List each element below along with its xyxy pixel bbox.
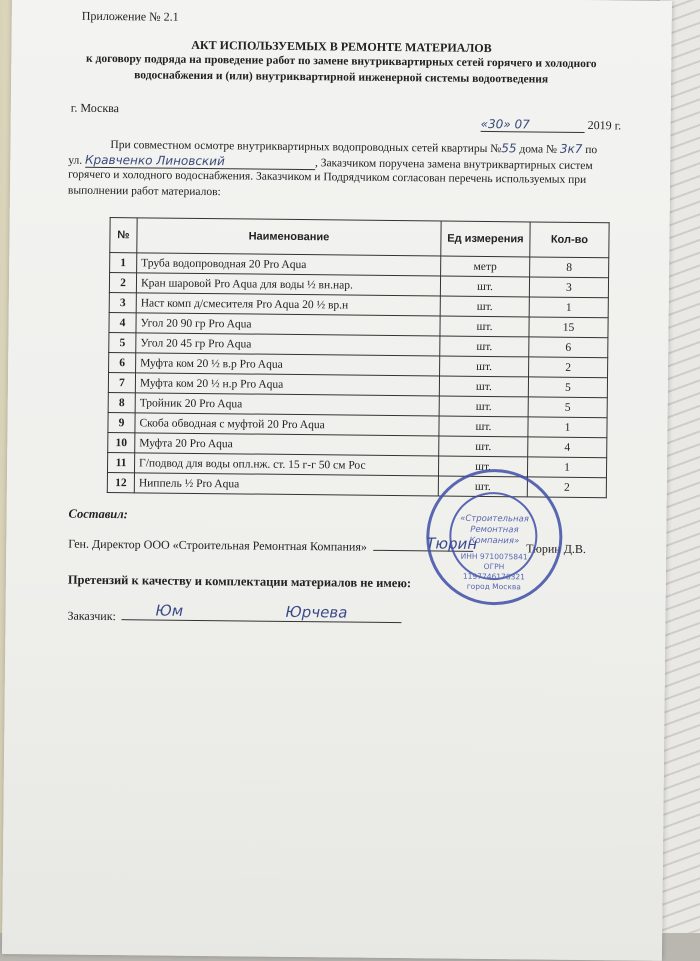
header-number: № bbox=[110, 218, 137, 253]
table-row: 4 Угол 20 90 гр Pro Aqua шт. 15 bbox=[109, 313, 608, 338]
stamp-org: «Строительная Ремонтная Компания» bbox=[460, 513, 529, 547]
paragraph-line-3: горячего и холодного водоснабжения. Заказчиком и Подрядчиком согласован перечень используемых при bbox=[68, 168, 587, 187]
table-row: 12 Ниппель ½ Pro Aqua шт. 2 bbox=[107, 473, 606, 498]
paragraph-line-1: При совместном осмотре внутриквартирных водопроводных сетей квартиры №55 дома № 3к7 по bbox=[110, 139, 598, 157]
customer-signature-2: Юрчева bbox=[285, 602, 348, 622]
table-row: 5 Угол 20 45 гр Pro Aqua шт. 6 bbox=[109, 333, 608, 358]
table-row: 9 Скоба обводная с муфтой 20 Pro Aqua шт. 1 bbox=[108, 413, 607, 438]
paragraph-line-2: ул. Кравченко Линовский , Заказчиком поручена замена внутриквартирных систем bbox=[68, 152, 593, 173]
date-line bbox=[481, 117, 622, 133]
customer-signature-1: Юм bbox=[155, 601, 184, 620]
apartment-number: 55 bbox=[501, 141, 517, 156]
paragraph-line-4: выполнении работ материалов: bbox=[67, 184, 221, 199]
document-sheet bbox=[2, 0, 672, 961]
house-number: 3к7 bbox=[559, 141, 583, 156]
table-row: 7 Муфта ком 20 ½ н.р Pro Aqua шт. 5 bbox=[108, 373, 607, 398]
customer-signature-line bbox=[122, 619, 402, 623]
company-stamp bbox=[426, 468, 563, 605]
table-row: 3 Наст комп д/смесителя Pro Aqua 20 ½ вр.н шт. 1 bbox=[109, 293, 608, 318]
header-quantity: Кол-во bbox=[530, 222, 609, 258]
materials-table bbox=[107, 217, 610, 498]
document-subtitle-1: к договору подряда на проведение работ по замене внутриквартирных сетей горячего и холодного bbox=[85, 52, 597, 71]
table-row: 10 Муфта 20 Pro Aqua шт. 4 bbox=[108, 433, 607, 458]
date-year: 2019 г. bbox=[587, 118, 622, 133]
director-name: Тюрин Д.В. bbox=[526, 541, 587, 557]
table-row: 1 Труба водопроводная 20 Pro Aqua метр 8 bbox=[110, 253, 609, 278]
table-row: 2 Кран шаровой Pro Aqua для воды ½ вн.нар. шт. 3 bbox=[109, 273, 608, 298]
table-header-row bbox=[110, 218, 609, 258]
director-signature: Тюрин bbox=[426, 534, 478, 553]
director-line: Ген. Директор ООО «Строительная Ремонтная Компания» bbox=[68, 537, 473, 556]
header-name: Наименование bbox=[137, 218, 441, 256]
document-title: АКТ ИСПОЛЬЗУЕМЫХ В РЕМОНТЕ МАТЕРИАЛОВ bbox=[191, 37, 492, 56]
table-row: 8 Тройник 20 Pro Aqua шт. 5 bbox=[108, 393, 607, 418]
city-label: г. Москва bbox=[70, 100, 120, 116]
stamp-ids: ИНН 9710075841 ОГРН 1197746178321 город Москва bbox=[460, 551, 528, 592]
table-row: 11 Г/подвод для воды опл.нж. ст. 15 г-г 50 см Рос шт. 1 bbox=[107, 453, 606, 478]
compiled-by-label: Составил: bbox=[68, 506, 128, 522]
document-subtitle-2: водоснабжения и (или) внутриквартирной инженерной системы водоотведения bbox=[134, 69, 549, 86]
claims-statement: Претензий к качеству и комплектации материалов не имею: bbox=[67, 572, 412, 591]
customer-line: Заказчик: bbox=[67, 609, 402, 628]
appendix-label: Приложение № 2.1 bbox=[81, 8, 179, 24]
date-handwritten: «30» 07 bbox=[481, 117, 585, 133]
table-row: 6 Муфта ком 20 ½ в.р Pro Aqua шт. 2 bbox=[109, 353, 608, 378]
street-handwritten: Кравченко Линовский bbox=[85, 153, 315, 170]
header-unit: Ед измерения bbox=[441, 221, 530, 257]
